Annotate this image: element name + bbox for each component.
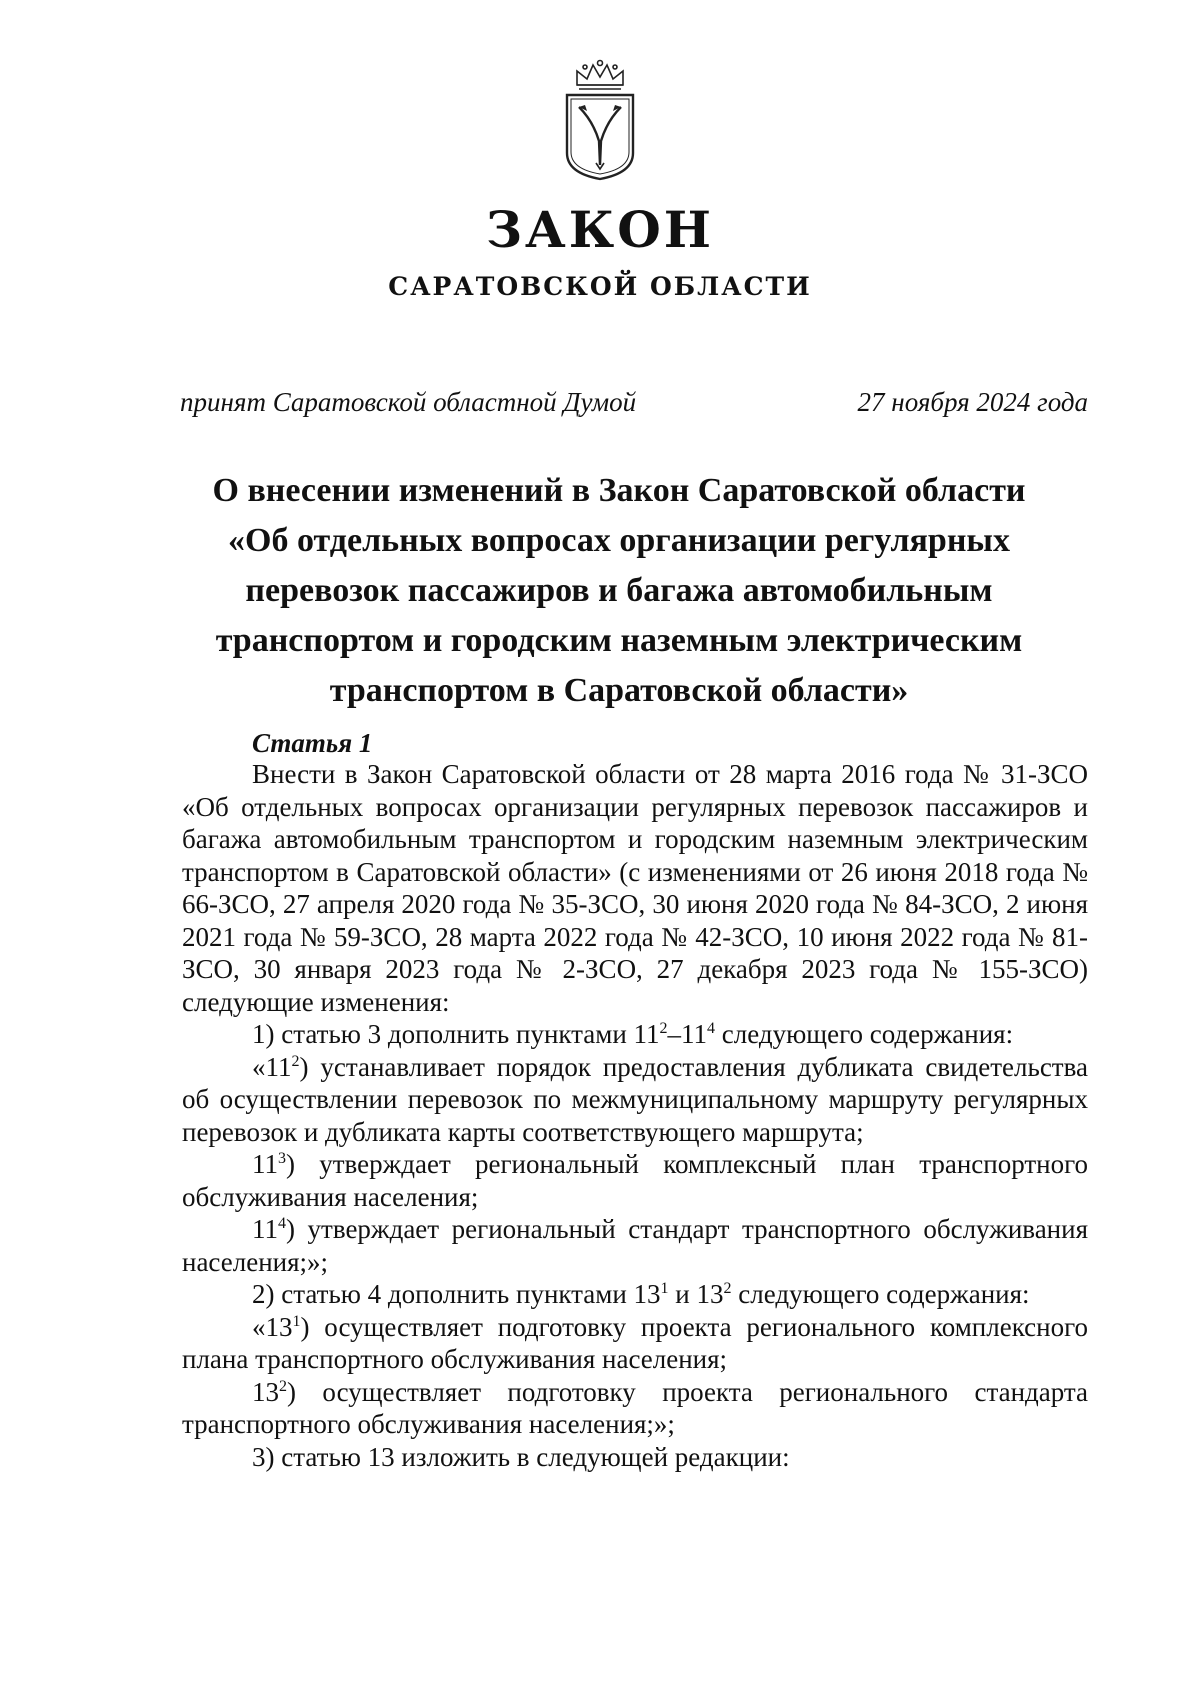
law-title-line: транспортом и городским наземным электрическим — [215, 622, 1023, 659]
saratov-coat-of-arms-icon — [555, 55, 645, 183]
subitem-13-2: $13^2$) осуществляет подготовку проекта регионального стандарта транспортного обслуживания населения;»; — [182, 1376, 1088, 1439]
adopted-by: принят Саратовской областной Думой — [180, 387, 637, 417]
article-heading: Статья 1 — [252, 728, 373, 758]
law-title-line: О внесении изменений в Закон Саратовской области — [212, 472, 1026, 509]
law-title-line: перевозок пассажиров и багажа автомобильным — [245, 572, 993, 609]
document-title: ЗАКОН — [485, 200, 715, 259]
subitem-13-1: «$13^1$) осуществляет подготовку проекта регионального комплексного плана транспортного обслуживания населения; — [182, 1311, 1088, 1374]
adoption-date: 27 ноября 2024 года — [857, 387, 1088, 417]
subitem-11-3: $11^3$) утверждает региональный комплексный план транспортного обслуживания населения; — [182, 1149, 1088, 1212]
law-title-line: транспортом в Саратовской области» — [329, 672, 909, 709]
adoption-line — [180, 385, 1088, 419]
subitem-11-4: $11^4$) утверждает региональный стандарт транспортного обслуживания населения;»; — [182, 1214, 1088, 1277]
law-title — [150, 466, 1088, 716]
article-intro: Внести в Закон Саратовской области от 28 марта 2016 года № 31-ЗСО «Об отдельных вопросах организации регулярных перевозок пассажиров и багажа автомобильным транспортом и городским наземным электрическим транспортом в Саратовской области» (с изменениями от 26 июня 2018 года № 66-ЗСО, 27 апреля 2020 года № 35-ЗСО, 30 июня 2020 года № 84-ЗСО, 2 июня 2021 года № 59-ЗСО, 28 марта 2022 года № 42-ЗСО, 10 июня 2022 года № 81-ЗСО, 30 января 2023 года № 2-ЗСО, 27 декабря 2023 года № 155-ЗСО) следующие изменения: — [182, 759, 1088, 1017]
law-title-line: «Об отдельных вопросах организации регулярных — [228, 522, 1010, 559]
amendment-item-3: 3) статью 13 изложить в следующей редакции: — [252, 1441, 790, 1472]
article-body — [182, 758, 1088, 1473]
amendment-item-1: 1) статью 3 дополнить пунктами $11^2-11^4$ следующего содержания: — [252, 1019, 1014, 1049]
document-subtitle: САРАТОВСКОЙ ОБЛАСТИ — [388, 272, 812, 301]
amendment-item-2: 2) статью 4 дополнить пунктами $13^1$ и $13^2$ следующего содержания: — [252, 1279, 1030, 1309]
subitem-11-2: «$11^2$) устанавливает порядок предоставления дубликата свидетельства об осуществлении перевозок по межмуниципальному маршруту регулярных перевозок и дубликата карты соответствующего маршрута; — [182, 1051, 1088, 1147]
